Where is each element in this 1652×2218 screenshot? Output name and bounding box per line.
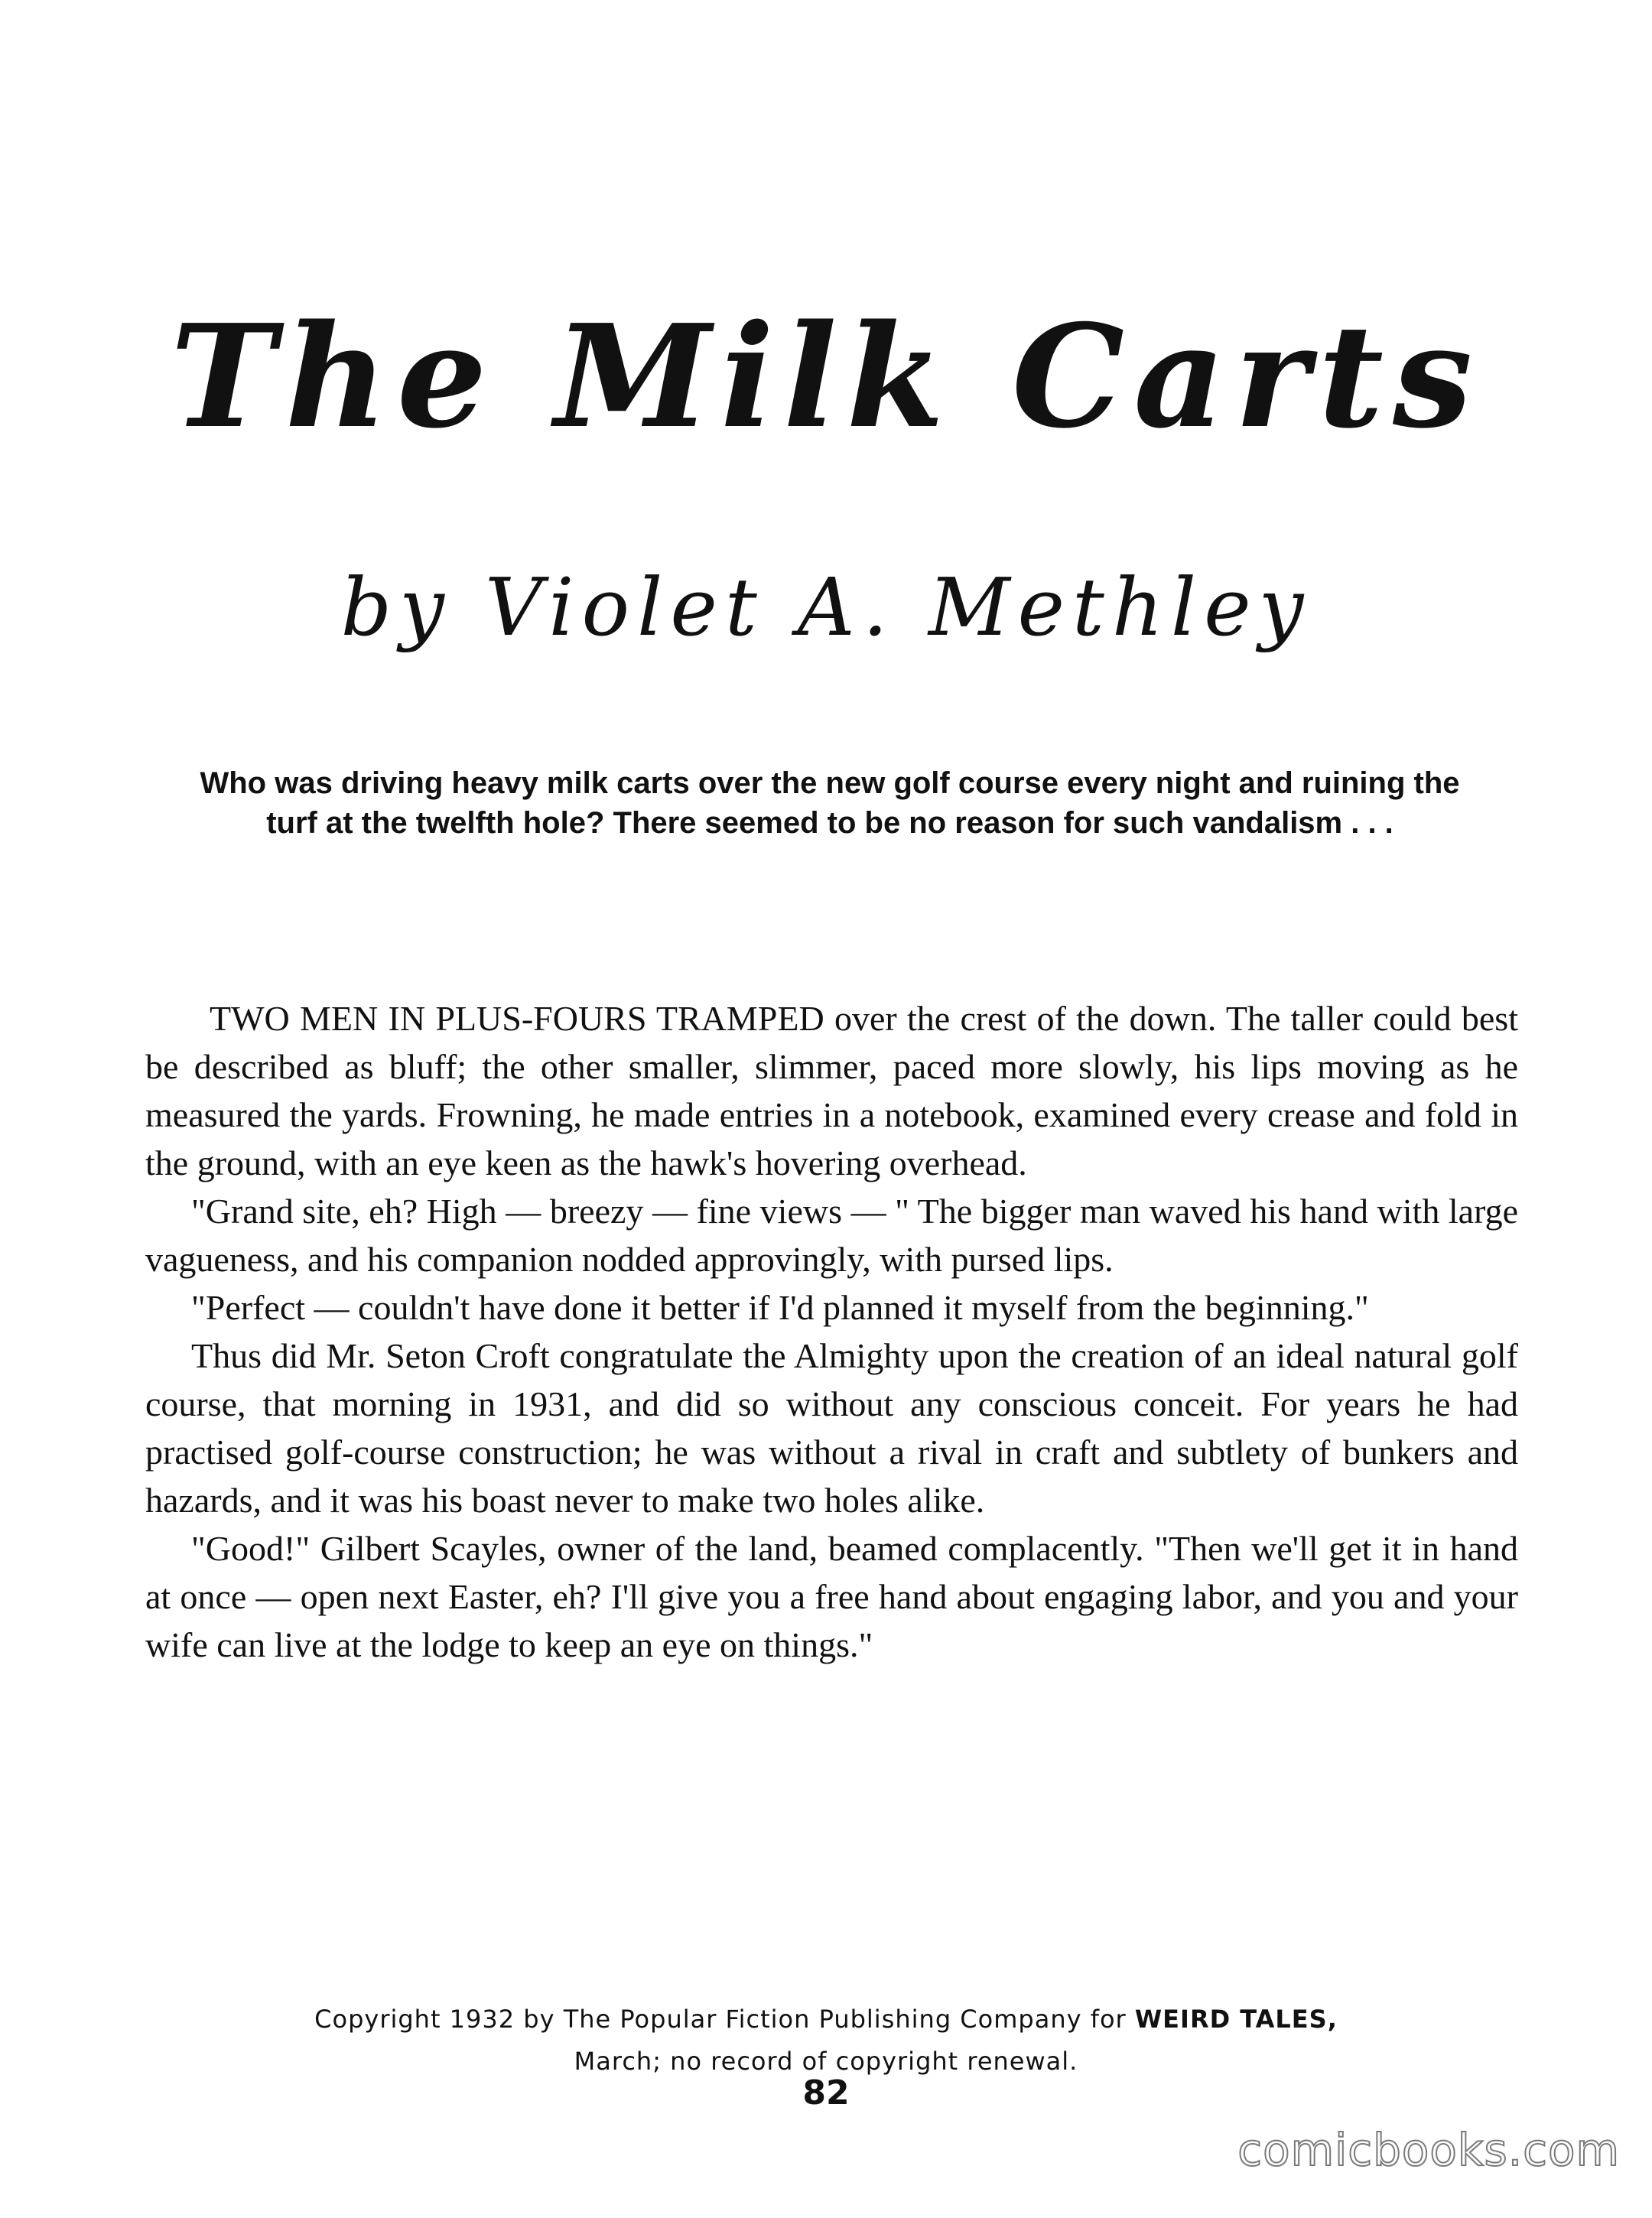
story-paragraph: "Perfect — couldn't have done it better if I'd planned it myself from the beginning.": [191, 1288, 1369, 1327]
page-number: 82: [802, 2073, 850, 2112]
story-paragraph-text: over the crest of the down. The taller could best be described as bluff; the other smaller, slimmer, paced more slowly, his lips moving as he measured the yards. Frowning, he made entries in a notebook, examined every crease and fold in the ground, with an eye keen as the hawk's hovering overhead.: [145, 999, 1518, 1182]
story-body: [145, 994, 1518, 1669]
story-paragraph: [145, 994, 1518, 1187]
site-watermark: comicbooks.com: [1237, 2124, 1620, 2176]
story-title: The Milk Carts: [170, 293, 1482, 460]
author-byline: by Violet A. Methley: [340, 561, 1312, 654]
copyright-text: Copyright 1932 by The Popular Fiction Publishing Company for: [314, 2005, 1127, 2034]
magazine-name: WEIRD TALES,: [1134, 2005, 1338, 2034]
story-paragraph: Thus did Mr. Seton Croft congratulate the Almighty upon the creation of an ideal natural golf course, that morning in 1931, and did so without any conscious conceit. For years he had practised golf-course construction; he was without a rival in craft and subtlety of bunkers and hazards, and it was his boast never to make two holes alike.: [145, 1336, 1518, 1520]
story-teaser: Who was driving heavy milk carts over the new golf course every night and ruining the turf at the twelfth hole? There seemed to be no reason for such vandalism . . .: [200, 766, 1460, 840]
copyright-line-2: March; no record of copyright renewal.: [574, 2047, 1078, 2076]
story-paragraph: "Grand site, eh? High — breezy — fine views — " The bigger man waved his hand with large vagueness, and his companion nodded approvingly, with pursed lips.: [145, 1192, 1518, 1279]
copyright-line-1: [0, 1998, 1652, 2041]
story-lead-in: TWO MEN IN PLUS-FOURS TRAMPED: [210, 999, 824, 1038]
copyright-notice: [0, 1998, 1652, 2083]
story-paragraph: "Good!" Gilbert Scayles, owner of the land, beamed complacently. "Then we'll get it in hand at once — open next Easter, eh? I'll give you a free hand about engaging labor, and you and your wife can live at the lodge to keep an eye on things.": [145, 1529, 1518, 1664]
